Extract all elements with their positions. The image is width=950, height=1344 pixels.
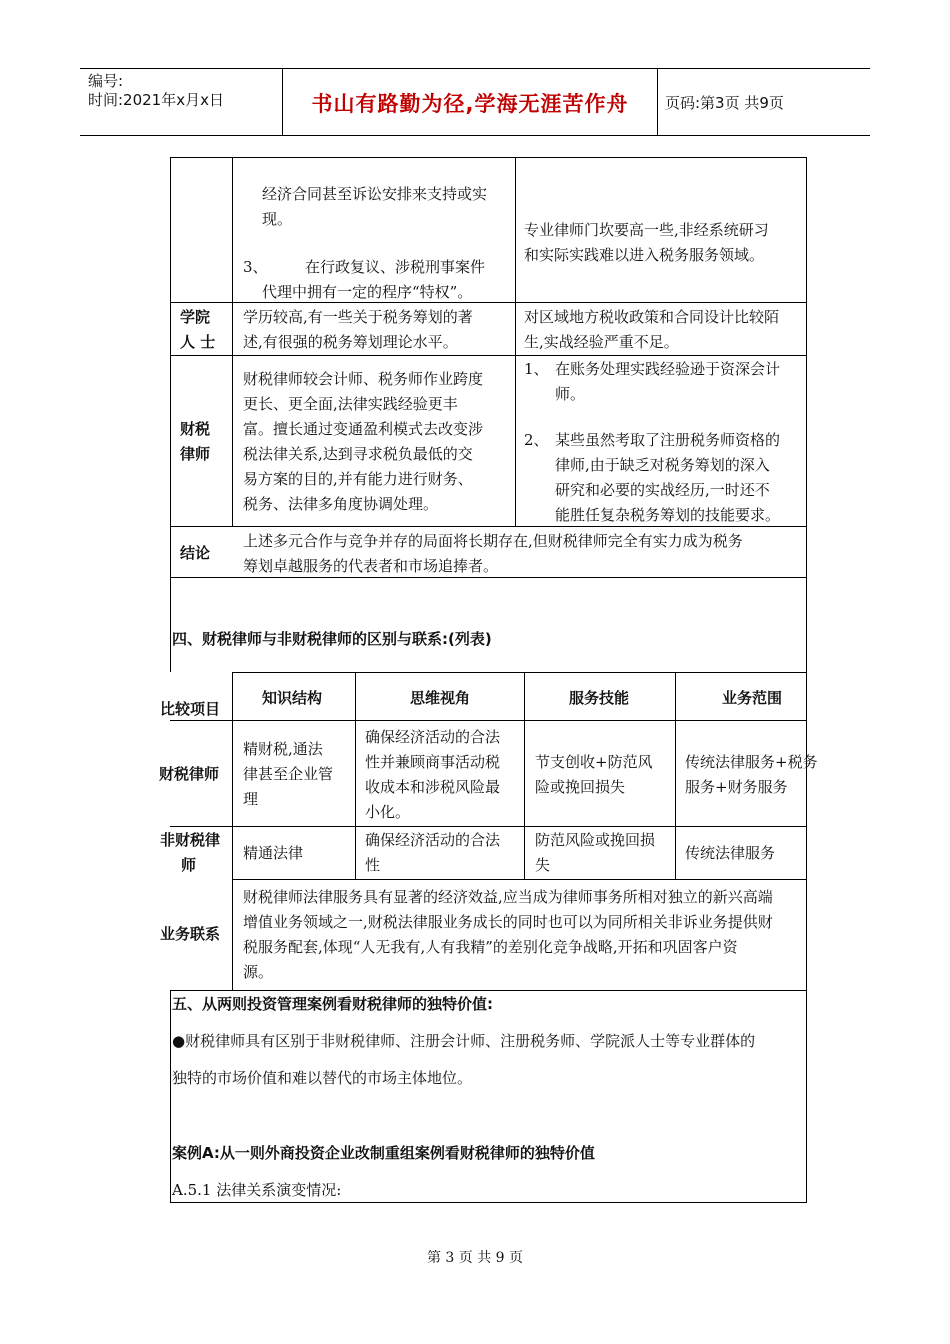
cell-text: 精通法律 xyxy=(243,844,304,862)
cell-text: 确保经济活动的合法 xyxy=(365,728,501,746)
cell-text: 小化。 xyxy=(365,803,411,821)
table-row-rule xyxy=(170,355,807,356)
header-bottom-rule xyxy=(80,135,870,136)
cell-text: 律甚至企业管 xyxy=(243,765,334,783)
column-header: 思维视角 xyxy=(410,689,471,707)
cell-text: 现。 xyxy=(262,210,293,228)
cell-text: 防范风险或挽回损 xyxy=(535,831,656,849)
table-row-rule xyxy=(232,879,806,880)
bullet-paragraph: 独特的市场价值和难以替代的市场主体地位。 xyxy=(172,1069,473,1087)
column-header: 服务技能 xyxy=(569,689,630,707)
cell-text: 更长、更全面,法律实践经验更丰 xyxy=(243,395,458,413)
header-divider xyxy=(657,68,658,136)
cell-text: 传统法律服务 xyxy=(685,844,776,862)
case-heading: 案例A:从一则外商投资企业改制重组案例看财税律师的独特价值 xyxy=(172,1144,595,1162)
cell-text: 在行政复议、涉税刑事案件 xyxy=(305,258,486,276)
header-meta xyxy=(88,72,224,110)
cell-text: 理 xyxy=(243,790,259,808)
cell-text: 增值业务领域之一,财税法律服业务成长的同时也可以为同所相关非诉业务提供财 xyxy=(243,913,773,931)
row-label: 业务联系 xyxy=(160,925,221,943)
cell-text: 和实际实践难以进入税务服务领域。 xyxy=(524,246,765,264)
table-divider xyxy=(232,672,233,990)
table-row-rule xyxy=(170,720,807,721)
section-border xyxy=(170,990,171,1202)
cell-text: 性 xyxy=(365,856,381,874)
cell-text: 在账务处理实践经验逊于资深会计 xyxy=(555,360,781,378)
bullet-paragraph: ●财税律师具有区别于非财税律师、注册会计师、注册税务师、学院派人士等专业群体的 xyxy=(172,1032,756,1050)
cell-text: 筹划卓越服务的代表者和市场追捧者。 xyxy=(243,557,499,575)
row-label: 财税律师 xyxy=(159,765,220,783)
section-4-heading: 四、财税律师与非财税律师的区别与联系:(列表) xyxy=(172,630,492,648)
cell-text: 经济合同甚至诉讼安排来支持或实 xyxy=(262,185,488,203)
cell-text: 生,实战经验严重不足。 xyxy=(524,333,679,351)
row-label: 非财税律 xyxy=(160,831,221,849)
table-row-rule xyxy=(170,826,807,827)
column-header: 知识结构 xyxy=(262,689,323,707)
cell-text: 源。 xyxy=(243,963,274,981)
cell-text: 服务+财务服务 xyxy=(685,778,788,796)
section-border xyxy=(806,578,807,672)
table-row-rule xyxy=(170,990,807,991)
cell-text: 师。 xyxy=(555,385,586,403)
list-number: 2、 xyxy=(524,431,549,449)
cell-text: 富。擅长通过变通盈利模式去改变涉 xyxy=(243,420,484,438)
cell-text: 精财税,通法 xyxy=(243,740,323,758)
cell-text: 险或挽回损失 xyxy=(535,778,626,796)
cell-text: 专业律师门坎要高一些,非经系统研习 xyxy=(524,221,769,239)
list-number: 1、 xyxy=(524,360,549,378)
cell-text: 税法律关系,达到寻求税负最低的交 xyxy=(243,445,473,463)
cell-text: 某些虽然考取了注册税务师资格的 xyxy=(555,431,781,449)
cell-text: 述,有很强的税务筹划理论水平。 xyxy=(243,333,458,351)
cell-text: 财税律师法律服务具有显著的经济效益,应当成为律师事务所相对独立的新兴高端 xyxy=(243,888,773,906)
cell-text: 研究和必要的实战经历,一时还不 xyxy=(555,481,770,499)
table-divider xyxy=(355,672,356,880)
cell-text: 代理中拥有一定的程序“特权”。 xyxy=(262,283,473,301)
table-divider xyxy=(675,672,676,880)
cell-text: 税服务配套,体现“人无我有,人有我精”的差别化竞争战略,开拓和巩固客户资 xyxy=(243,938,738,956)
column-header: 业务范围 xyxy=(722,689,783,707)
table-divider xyxy=(524,672,525,880)
table-row-rule xyxy=(232,672,806,673)
header-top-rule xyxy=(80,68,870,69)
page-footer: 第 3 页 共 9 页 xyxy=(426,1250,524,1266)
section-border xyxy=(170,578,171,672)
cell-text: 失 xyxy=(535,856,551,874)
table-divider xyxy=(515,157,516,527)
cell-text: 学历较高,有一些关于税务筹划的著 xyxy=(243,308,473,326)
column-header: 比较项目 xyxy=(160,700,221,718)
header-divider xyxy=(282,68,283,136)
row-label: 财税 xyxy=(180,420,211,438)
section-5-heading: 五、从两则投资管理案例看财税律师的独特价值: xyxy=(172,995,494,1013)
cell-text: 能胜任复杂税务筹划的技能要求。 xyxy=(555,506,781,524)
header-motto: 书山有路勤为径,学海无涯苦作舟 xyxy=(311,92,629,116)
row-label: 师 xyxy=(181,856,197,874)
header-time: 时间:2021年x月x日 xyxy=(88,91,224,109)
cell-text: 节支创收+防范风 xyxy=(535,753,653,771)
cell-text: 易方案的目的,并有能力进行财务、 xyxy=(243,470,473,488)
header-number: 编号: xyxy=(88,72,124,90)
cell-text: 上述多元合作与竞争并存的局面将长期存在,但财税律师完全有实力成为税务 xyxy=(243,532,743,550)
row-label: 人 士 xyxy=(180,333,216,351)
row-label: 学院 xyxy=(180,308,211,326)
list-number: 3、 xyxy=(243,258,268,276)
table-divider xyxy=(806,672,807,990)
cell-text: 财税律师较会计师、税务师作业跨度 xyxy=(243,370,484,388)
cell-text: 收成本和涉税风险最 xyxy=(365,778,501,796)
cell-text: 性并兼顾商事活动税 xyxy=(365,753,501,771)
cell-text: 传统法律服务+税务 xyxy=(685,753,818,771)
cell-text: 税务、法律多角度协调处理。 xyxy=(243,495,439,513)
cell-text: 对区域地方税收政策和合同设计比较陌 xyxy=(524,308,780,326)
sub-heading: A.5.1 法律关系演变情况: xyxy=(172,1181,342,1199)
header-page-number: 页码:第3页 共9页 xyxy=(665,94,784,112)
row-label: 律师 xyxy=(180,445,211,463)
section-border xyxy=(806,990,807,1202)
row-label: 结论 xyxy=(180,544,211,562)
table-divider xyxy=(232,157,233,527)
cell-text: 确保经济活动的合法 xyxy=(365,831,501,849)
cell-text: 律师,由于缺乏对税务筹划的深入 xyxy=(555,456,770,474)
